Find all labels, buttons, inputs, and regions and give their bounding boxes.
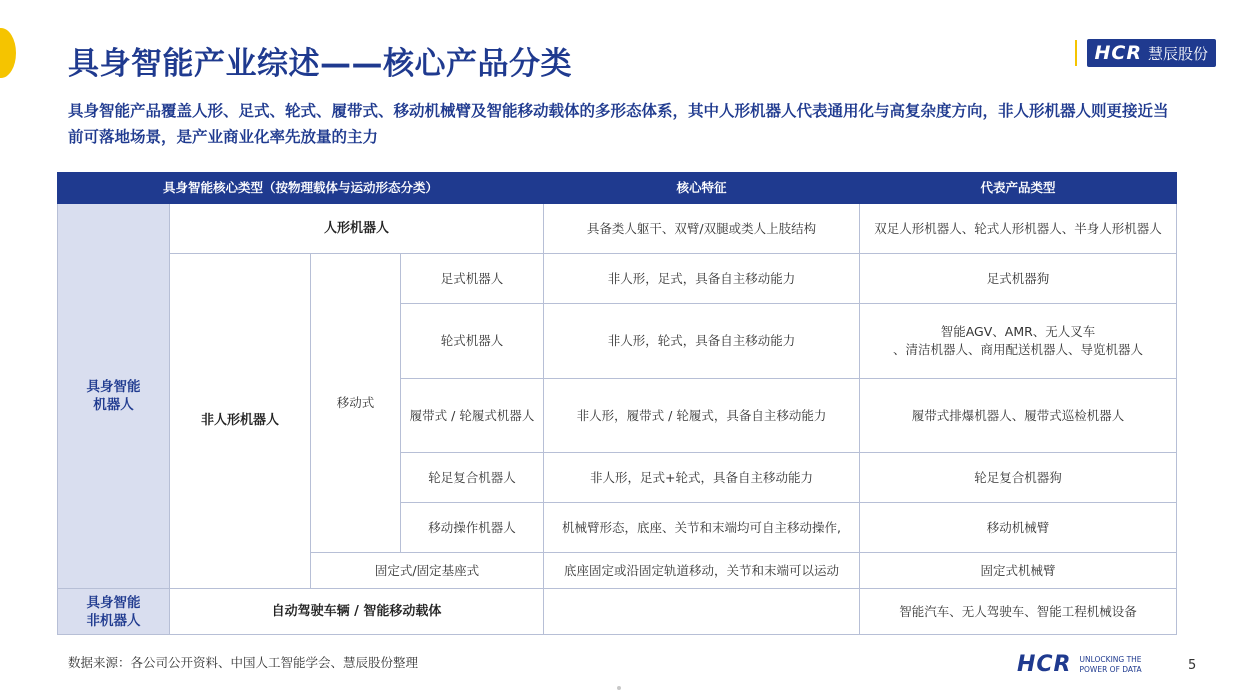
mobile-name: 履带式 / 轮履式机器人 (401, 379, 544, 453)
table-row (58, 204, 1177, 254)
footer-logo-tagline: UNLOCKING THE POWER OF DATA (1079, 654, 1142, 674)
corner-accent-shape (0, 28, 16, 78)
mobile-feature: 非人形，足式，具备自主移动能力 (544, 254, 860, 304)
slide-indicator-dot (617, 686, 621, 690)
fixed-name: 固定式/固定基座式 (311, 553, 544, 589)
fixed-product: 固定式机械臂 (860, 553, 1177, 589)
footer-logo-hcr: HCR (1017, 652, 1072, 677)
non-humanoid-label: 非人形机器人 (170, 254, 311, 589)
mobile-name: 轮式机器人 (401, 304, 544, 379)
humanoid-feature: 具备类人躯干、双臂/双腿或类人上肢结构 (544, 204, 860, 254)
humanoid-product: 双足人形机器人、轮式人形机器人、半身人形机器人 (860, 204, 1177, 254)
logo-box (1087, 39, 1217, 67)
mobile-name: 轮足复合机器人 (401, 453, 544, 503)
header-type: 具身智能核心类型（按物理载体与运动形态分类） (58, 173, 544, 204)
company-logo (1075, 38, 1217, 68)
mobile-product: 智能AGV、AMR、无人叉车 、清洁机器人、商用配送机器人、导览机器人 (860, 304, 1177, 379)
footer-logo (1017, 652, 1160, 677)
page-subtitle: 具身智能产品覆盖人形、足式、轮式、履带式、移动机械臂及智能移动载体的多形态体系，其中人形机器人代表通用化与高复杂度方向，非人形机器人则更接近当前可落地场景，是产业商业化率先放量的主力 (68, 102, 1169, 146)
data-source-note: 数据来源：各公司公开资料、中国人工智能学会、慧辰股份整理 (68, 655, 419, 670)
mobile-label: 移动式 (311, 254, 401, 553)
mobile-feature: 非人形，轮式，具备自主移动能力 (544, 304, 860, 379)
vehicle-label: 自动驾驶车辆 / 智能移动载体 (170, 589, 544, 635)
page-title: 具身智能产业综述——核心产品分类 (68, 46, 572, 82)
mobile-name: 足式机器人 (401, 254, 544, 304)
humanoid-label: 人形机器人 (170, 204, 544, 254)
mobile-product: 履带式排爆机器人、履带式巡检机器人 (860, 379, 1177, 453)
page-number: 5 (1188, 658, 1197, 673)
logo-hcr-text: HCR (1094, 42, 1142, 64)
mobile-product: 足式机器狗 (860, 254, 1177, 304)
product-classification-table (57, 172, 1177, 635)
header-product: 代表产品类型 (860, 173, 1177, 204)
mobile-feature: 非人形，履带式 / 轮履式，具备自主移动能力 (544, 379, 860, 453)
category-robot: 具身智能 机器人 (58, 204, 170, 589)
logo-divider (1075, 40, 1077, 66)
table-header-row (58, 173, 1177, 204)
table-row (58, 254, 1177, 304)
mobile-product: 轮足复合机器狗 (860, 453, 1177, 503)
fixed-feature: 底座固定或沿固定轨道移动，关节和末端可以运动 (544, 553, 860, 589)
mobile-product: 移动机械臂 (860, 503, 1177, 553)
category-non-robot: 具身智能 非机器人 (58, 589, 170, 635)
logo-cn-text: 慧辰股份 (1147, 44, 1208, 63)
mobile-name: 移动操作机器人 (401, 503, 544, 553)
table-row (58, 589, 1177, 635)
mobile-feature: 机械臂形态，底座、关节和末端均可自主移动操作, (544, 503, 860, 553)
vehicle-feature (544, 589, 860, 635)
header-feature: 核心特征 (544, 173, 860, 204)
vehicle-product: 智能汽车、无人驾驶车、智能工程机械设备 (860, 589, 1177, 635)
mobile-feature: 非人形，足式+轮式，具备自主移动能力 (544, 453, 860, 503)
